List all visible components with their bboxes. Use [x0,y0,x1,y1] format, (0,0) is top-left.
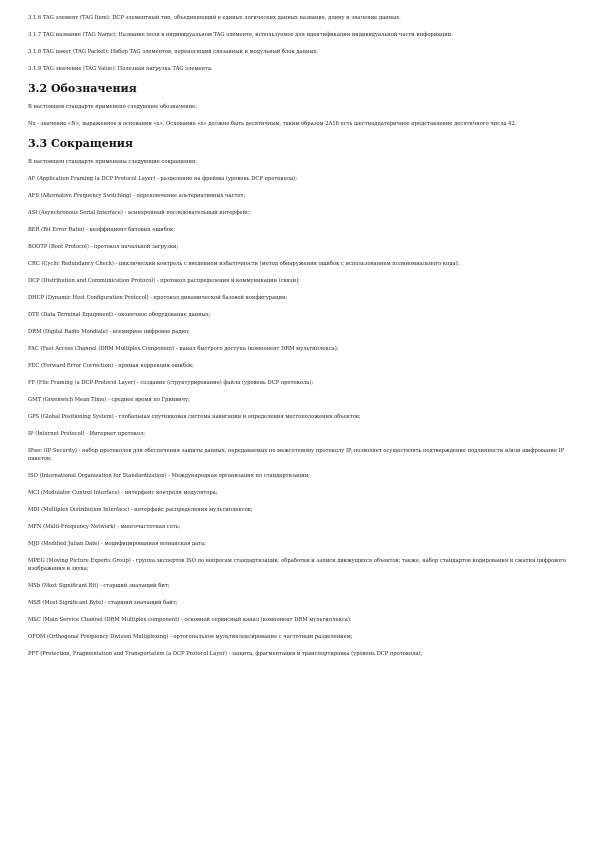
abbreviation-item: ISO (International Organization for Standardization) - Международная организация по стандартизации; [28,473,310,479]
section-heading-abbreviations: 3.3 Сокращения [28,137,134,150]
abbreviation-item: AF (Application Framing (a DCP Protocol Layer) - разделение на фреймы (уровень DCP протокола); [28,176,297,182]
abbreviation-item: MPEG (Moving Picture Experts Group) - группа экспертов ISO по вопросам стандартизации, обработки и записи движущихся объектов; также, набор стандартов кодирования и сжатия цифрового изображения и звука; [28,558,567,572]
abbreviation-item: MFN (Multi-Frequency Network) - многочастотная сеть; [28,524,181,530]
abbreviation-item: BER (Bit Error Ratio) - коэффициент битовых ошибок; [28,227,175,233]
abbreviation-item: DTE (Data Terminal Equipment) - оконечное оборудование данных; [28,312,211,318]
abbreviation-item: MJD (Modified Julian Date) - модифицированная юлианская дата; [28,541,206,547]
abbreviation-item: GMT (Greenwich Mean Time) - среднее время по Гринвичу; [28,397,190,403]
definition-3-1-7: 3.1.7 TAG название (TAG Name): Название поля в индивидуальном TAG элементе, используемое для идентификации индивидуальной части информации. [28,32,453,38]
abbreviation-item: FF (File Framing (a DCP Protocol Layer) - создание (структурирование) файла (уровень DCP протокола); [28,380,314,386]
abbreviation-item: MSC (Main Service Channel (DRM Multiplex component) - основной сервисный канал (компонент DRM мультиплекса); [28,617,352,623]
abbreviation-item: IPsec (IP Security) - набор протоколов для обеспечения защиты данных, передаваемых по межсетевому протоколу IP, позволяет осуществлять подтверждение подлинности и/или шифрование IP пакетов; [28,448,565,462]
definition-3-1-9: 3.1.9 TAG значение (TAG Value): Полезная нагрузка TAG элемента. [28,66,213,72]
abbreviation-item: CRC (Cyclic Redundancy Check) - циклический контроль с введением избыточности (метод обнаружения ошибок с использованием полиномиального кода); [28,261,460,267]
definition-3-1-6: 3.1.6 TAG элемент (TAG Item): DCP элементный тип, объединяющий в единых логических данных название, длину и значение данных. [28,15,401,21]
abbreviation-item: IP (Internet Protocol) - Интернет протокол; [28,431,146,437]
abbreviation-item: BOOTP (Boot Protocol) - протокол начальной загрузки; [28,244,179,250]
abbreviation-item: FEC (Forward Error Correction) - прямая коррекция ошибок; [28,363,195,369]
designation-nx: Nx - значение «N», выраженное в основании «x». Основание «x» должно быть десятичным, таким образом 2A16 есть шестнадцатеричное представление десятичного числа 42. [28,121,517,127]
definition-3-1-8: 3.1.8 TAG пакет (TAG Packet): Набор TAG элементов, переносящий связанный и модульный блок данных. [28,49,319,55]
abbreviation-item: PFT (Protection, Fragmentation and Transportation (a DCP Protocol Layer) - защита, фрагментация и транспортировка (уровень DCP протокола); [28,651,423,657]
abbreviation-item: MDI (Multiplex Distribution Interface) - интерфейс распределения мультиплексов; [28,507,253,513]
abbreviation-item: ASI (Asynchronous Serial Interface) - асинхронный последовательный интерфейс; [28,210,251,216]
abbreviation-item: OFDM (Orthogonal Frequency Division Multiplexing) - ортогональное мультиплексирование с частотным разделением; [28,634,353,640]
abbreviation-item: DHCP (Dynamic Host Configuration Protocol) - протокол динамической базовой конфигурации; [28,295,288,301]
abbreviations-intro: В настоящем стандарте применены следующие сокращения: [28,159,197,165]
abbreviation-item: MSB (Most Significant Byte) - старший значащий байт; [28,600,178,606]
section-heading-designations: 3.2 Обозначения [28,82,137,95]
abbreviations-list [28,175,567,658]
abbreviation-item: FAC (Fast Access Channel (DRM Multiplex Component) - канал быстрого доступа (компонент DRM мультиплекса); [28,346,339,352]
abbreviation-item: DCP (Distribution and Communication Protocol) - протокол распределения и коммуникации (связи); [28,278,300,284]
abbreviation-item: AFS (Alternative Frequency Switching) - переключение альтернативных частот; [28,193,246,199]
designations-intro: В настоящем стандарте применено следующее обозначение: [28,104,198,110]
abbreviation-item: DRM (Digital Radio Mondiale) - всемирное цифровое радио; [28,329,190,335]
abbreviation-item: MCI (Modulator Control Interface) - интерфейс контроля модулятора; [28,490,218,496]
abbreviation-item: GPS (Global Positioning System) - глобальная спутниковая система навигации и определения местоположения объектов; [28,414,361,420]
abbreviation-item: MSb (Most Significant Bit) - старший значащий бит; [28,583,170,589]
